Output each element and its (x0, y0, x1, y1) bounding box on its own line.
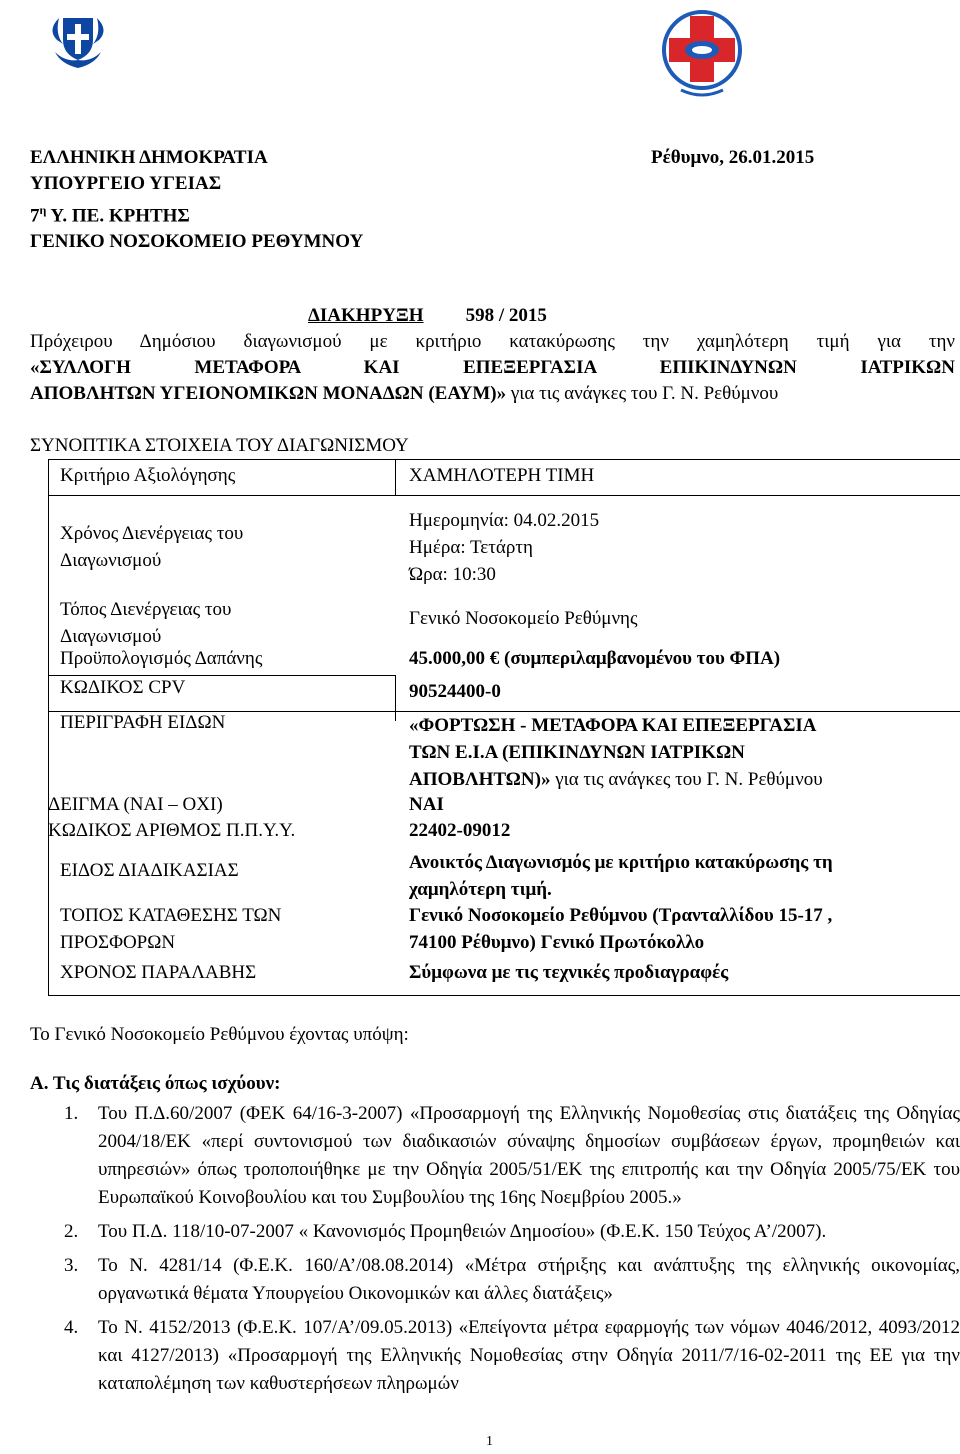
procedure-label: ΕΙΔΟΣ ΔΙΑΔΙΚΑΣΙΑΣ (60, 860, 239, 881)
list-item: 3. Το Ν. 4281/14 (Φ.Ε.Κ. 160/Α’/08.08.2014) «Μέτρα στήριξης και ανάπτυξης της ελληνικής οικονομίας, οργανωτικά θέματα Υπουργείου Οικονομικών και άλλες διατάξεις» (64, 1255, 960, 1304)
region-name: $7^\eta$ Υ. ΠΕ. ΚΡΗΤΗΣ (30, 203, 190, 227)
delivery-label: ΧΡΟΝΟΣ ΠΑΡΑΛΑΒΗΣ (60, 962, 257, 983)
criterion-label: Κριτήριο Αξιολόγησης (60, 465, 236, 486)
time-label: Χρόνος Διενέργειας του Διαγωνισμού (60, 523, 244, 571)
place-value: Γενικό Νοσοκομείο Ρεθύμνης (409, 608, 638, 629)
list-item: 2. Του Π.Δ. 118/10-07-2007 « Κανονισμός Προμηθειών Δημοσίου» (Φ.Ε.Κ. 150 Τεύχος Α’/2007). (64, 1221, 827, 1242)
summary-heading: ΣΥΝΟΠΤΙΚΑ ΣΤΟΙΧΕΙΑ ΤΟΥ ΔΙΑΓΩΝΙΣΜΟΥ (30, 435, 409, 456)
place-date: Ρέθυμνο, 26.01.2015 (651, 147, 815, 168)
submission-place-value: Γενικό Νοσοκομείο Ρεθύμνου (Τρανταλλίδου 15-17 , 74100 Ρέθυμνο) Γενικό Πρωτόκολλο (409, 905, 833, 953)
criterion-value: ΧΑΜΗΛΟΤΕΡΗ ΤΙΜΗ (409, 465, 595, 486)
intro-paragraph: Το Γενικό Νοσοκομείο Ρεθύμνου έχοντας υπόψη: (30, 1024, 409, 1045)
hospital-name: ΓΕΝΙΚΟ ΝΟΣΟΚΟΜΕΙΟ ΡΕΘΥΜΝΟΥ (30, 231, 364, 253)
document-title: ΔΙΑΚΗΡΥΞΗ 598 / 2015 (308, 305, 547, 326)
list-item: 1. Του Π.Δ.60/2007 (ΦΕΚ 64/16-3-2007) «Προσαρμογή της Ελληνικής Νομοθεσίας στις διατάξεις της Οδηγίας 2004/18/ΕΚ «περί συντονισμού των διαδικασιών σύναψης δημοσίων συμβάσεων έργων, προμηθειών και υπηρεσιών» όπως τροποποιήθηκε με την Οδηγία 2005/51/ΕΚ της επιτροπής και την Οδηγία 2005/75/ΕΚ του Ευρωπαϊκού Κοινοβουλίου και του Συμβουλίου της 16ης Νοεμβρίου 2005.» (64, 1103, 960, 1208)
ministry-name: ΥΠΟΥΡΓΕΙΟ ΥΓΕΙΑΣ (30, 173, 222, 194)
budget-value: 45.000,00 € (συμπεριλαμβανομένου του ΦΠΑ) (409, 648, 781, 669)
place-label: Τόπος Διενέργειας του Διαγωνισμού (60, 599, 232, 647)
time-value: Ημερομηνία: 04.02.2015 Ημέρα: Τετάρτη Ώρα: 10:30 (409, 510, 600, 585)
hospital-logo (661, 4, 743, 104)
submission-place-label: ΤΟΠΟΣ ΚΑΤΑΘΕΣΗΣ ΤΩΝ ΠΡΟΣΦΟΡΩΝ (60, 905, 282, 953)
country-name: ΕΛΛΗΝΙΚΗ ΔΗΜΟΚΡΑΤΙΑ (30, 147, 268, 168)
procedure-value: Ανοικτός Διαγωνισμός με κριτήριο κατακύρωσης τη χαμηλότερη τιμή. (409, 852, 833, 900)
sample-value: ΝΑΙ (409, 794, 444, 815)
title-description: Πρόχειρου Δημόσιου διαγωνισμού με κριτήριο κατακύρωσης την χαμηλότερη τιμή για την «ΣΥΛΛΟΓΗ ΜΕΤΑΦΟΡΑ ΚΑΙ ΕΠΕΞΕΡΓΑΣΙΑ ΕΠΙΚΙΝΔΥΝΩΝ ΙΑΤΡΙΚΩΝ ΑΠΟΒΛΗΤΩΝ ΥΓΕΙΟΝΟΜΙΚΩΝ ΜΟΝΑΔΩΝ (ΕΑΥΜ)» για τις ανάγκες του Γ. Ν. Ρεθύμνου (30, 331, 955, 404)
section-a-heading: Α. Τις διατάξεις όπως ισχύουν: (30, 1073, 281, 1094)
sample-label: ΔΕΙΓΜΑ (ΝΑΙ – ΟΧΙ) (48, 794, 223, 815)
authority-header (30, 145, 730, 255)
page-number: 1 (486, 1434, 493, 1449)
budget-label: Προϋπολογισμός Δαπάνης (60, 648, 263, 669)
description-label: ΠΕΡΙΓΡΑΦΗ ΕΙΔΩΝ (60, 712, 226, 733)
list-item: 4. Το Ν. 4152/2013 (Φ.Ε.Κ. 107/Α’/09.05.2013) «Επείγοντα μέτρα εφαρμογής των νόμων 4046/2012, 4093/2012 και 4127/2013) «Προσαρμογή της Ελληνικής Νομοθεσίας στην Οδηγία 2011/7/16-02-2011 της ΕΕ για την καταπολέμηση των καθυστερήσεων πληρωμών (64, 1317, 960, 1394)
code-label: ΚΩΔΙΚΟΣ ΑΡΙΘΜΟΣ Π.Π.Υ.Υ. (48, 820, 296, 841)
greek-emblem-logo (47, 10, 109, 72)
description-value: «ΦΟΡΤΩΣΗ - ΜΕΤΑΦΟΡΑ ΚΑΙ ΕΠΕΞΕΡΓΑΣΙΑ ΤΩΝ Ε.Ι.Α (ΕΠΙΚΙΝΔΥΝΩΝ ΙΑΤΡΙΚΩΝ ΑΠΟΒΛΗΤΩΝ)» για τις ανάγκες του Γ. Ν. Ρεθύμνου (409, 715, 823, 790)
code-value: 22402-09012 (409, 820, 511, 841)
cpv-value: 90524400-0 (409, 681, 501, 702)
delivery-value: Σύμφωνα με τις τεχνικές προδιαγραφές (409, 962, 729, 983)
provisions-list (28, 1100, 960, 1398)
cpv-label: ΚΩΔΙΚΟΣ CPV (60, 677, 186, 698)
